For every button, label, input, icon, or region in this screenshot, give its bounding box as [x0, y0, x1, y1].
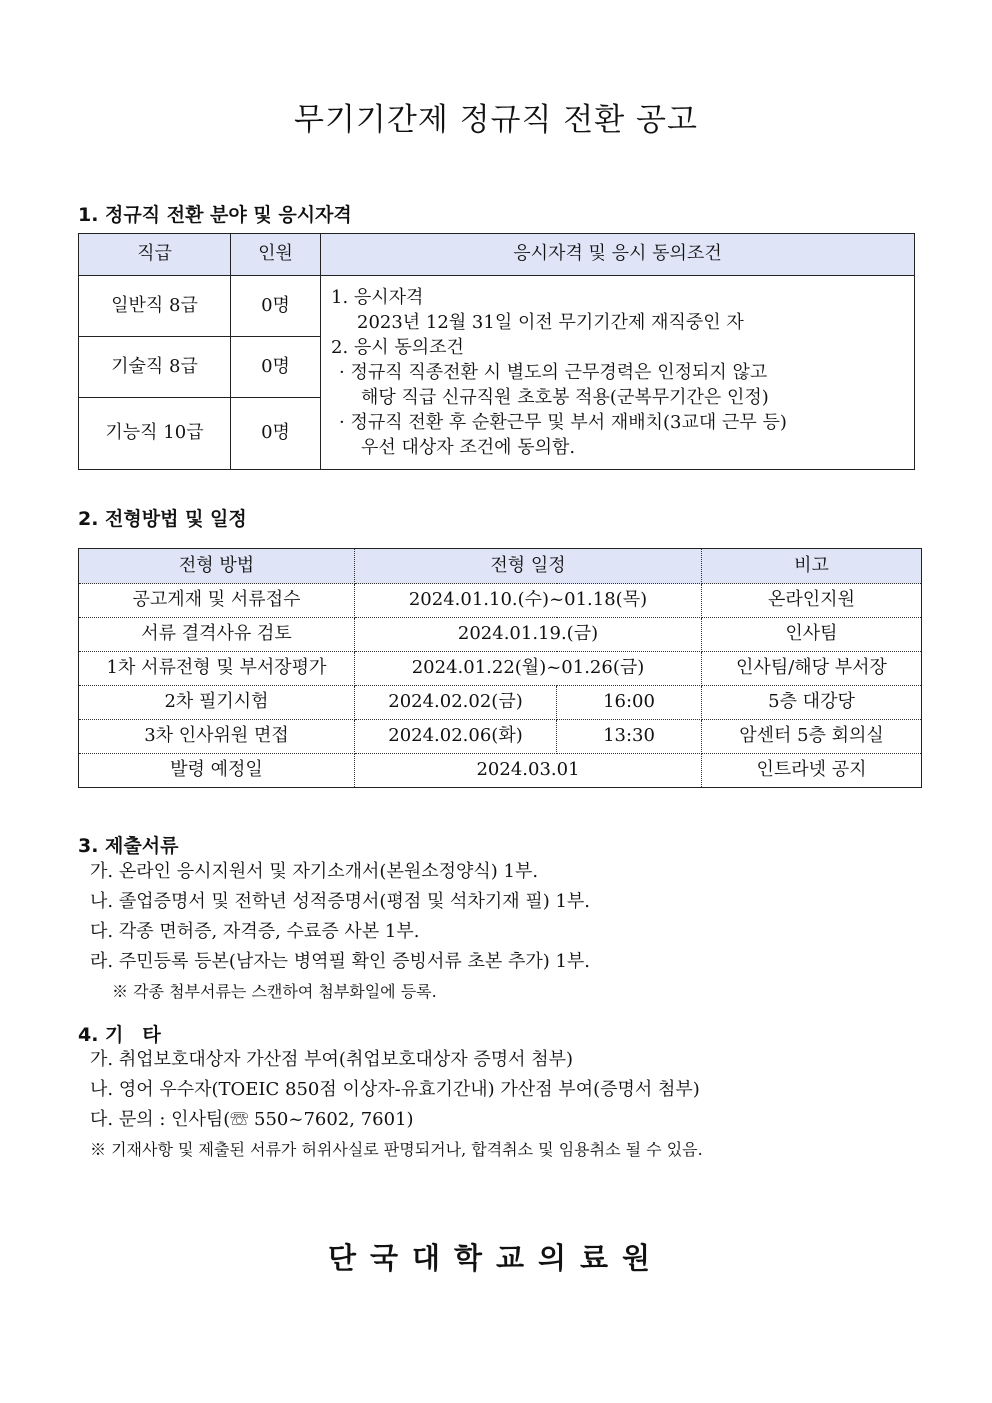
condition-line: 우선 대상자 조건에 동의함.	[361, 437, 576, 458]
condition-line: · 정규직 직종전환 시 별도의 근무경력은 인정되지 않고	[339, 362, 768, 383]
header-grade: 직급	[79, 234, 231, 276]
header-count: 인원	[231, 234, 321, 276]
date-cell: 2024.03.01	[355, 754, 702, 788]
misc-note: ※ 기재사항 및 제출된 서류가 허위사실로 판명되거나, 합격취소 및 임용취소 될 수 있음.	[90, 1140, 703, 1159]
condition-line: 해당 직급 신규직원 초호봉 적용(군복무기간은 인정)	[361, 387, 769, 408]
header-note: 비고	[702, 549, 922, 584]
documents-list	[90, 857, 590, 1007]
note-cell: 온라인지원	[702, 584, 922, 618]
method-cell: 3차 인사위원 면접	[79, 720, 355, 754]
list-item: 가. 온라인 응시지원서 및 자기소개서(본원소정양식) 1부.	[90, 861, 539, 882]
header-conditions: 응시자격 및 응시 동의조건	[321, 234, 915, 276]
date-cell: 2024.01.22(월)~01.26(금)	[355, 652, 702, 686]
schedule-table	[78, 548, 922, 788]
institution-name: 단국대학교의료원	[327, 1241, 665, 1275]
condition-line: 2023년 12월 31일 이전 무기기간제 재직중인 자	[357, 312, 744, 333]
list-item: 라. 주민등록 등본(남자는 병역필 확인 증빙서류 초본 추가) 1부.	[90, 951, 591, 972]
section3-heading: 3. 제출서류	[78, 835, 179, 857]
header-schedule: 전형 일정	[355, 549, 702, 584]
method-cell: 1차 서류전형 및 부서장평가	[79, 652, 355, 686]
list-item: 나. 영어 우수자(TOEIC 850점 이상자-유효기간내) 가산점 부여(증명서 첨부)	[90, 1079, 700, 1100]
method-cell: 공고게재 및 서류접수	[79, 584, 355, 618]
header-method: 전형 방법	[79, 549, 355, 584]
count-cell: 0명	[231, 398, 321, 470]
conditions-cell	[321, 276, 915, 470]
note-cell: 암센터 5층 회의실	[702, 720, 922, 754]
condition-line: 1. 응시자격	[331, 287, 424, 308]
list-item: 다. 각종 면허증, 자격증, 수료증 사본 1부.	[90, 921, 420, 942]
section1-heading: 1. 정규직 전환 분야 및 응시자격	[78, 204, 352, 226]
grade-cell: 기능직 10급	[79, 398, 231, 470]
list-item: 가. 취업보호대상자 가산점 부여(취업보호대상자 증명서 첨부)	[90, 1049, 574, 1070]
count-cell: 0명	[231, 337, 321, 398]
grade-cell: 기술직 8급	[79, 337, 231, 398]
date-cell: 2024.01.10.(수)~01.18(목)	[355, 584, 702, 618]
count-cell: 0명	[231, 276, 321, 337]
note-cell: 인사팀/해당 부서장	[702, 652, 922, 686]
note-cell: 인사팀	[702, 618, 922, 652]
condition-line: 2. 응시 동의조건	[331, 337, 464, 358]
grade-cell: 일반직 8급	[79, 276, 231, 337]
section4-heading: 4. 기 타	[78, 1024, 161, 1046]
section2-heading: 2. 전형방법 및 일정	[78, 508, 247, 530]
condition-line: · 정규직 전환 후 순환근무 및 부서 재배치(3교대 근무 등)	[339, 412, 787, 433]
method-cell: 발령 예정일	[79, 754, 355, 788]
misc-list	[90, 1045, 703, 1165]
method-cell: 서류 결격사유 검토	[79, 618, 355, 652]
time-cell: 13:30	[557, 720, 702, 754]
method-cell: 2차 필기시험	[79, 686, 355, 720]
note-cell: 5층 대강당	[702, 686, 922, 720]
date-cell: 2024.01.19.(금)	[355, 618, 702, 652]
time-cell: 16:00	[557, 686, 702, 720]
page-title: 무기기간제 정규직 전환 공고	[294, 102, 698, 138]
list-item: 다. 문의 : 인사팀(☏ 550~7602, 7601)	[90, 1109, 414, 1130]
note-cell: 인트라넷 공지	[702, 754, 922, 788]
date-cell: 2024.02.02(금)	[355, 686, 557, 720]
date-cell: 2024.02.06(화)	[355, 720, 557, 754]
documents-note: ※ 각종 첨부서류는 스캔하여 첨부화일에 등록.	[112, 982, 437, 1001]
positions-table	[78, 233, 915, 470]
list-item: 나. 졸업증명서 및 전학년 성적증명서(평점 및 석차기재 필) 1부.	[90, 891, 591, 912]
